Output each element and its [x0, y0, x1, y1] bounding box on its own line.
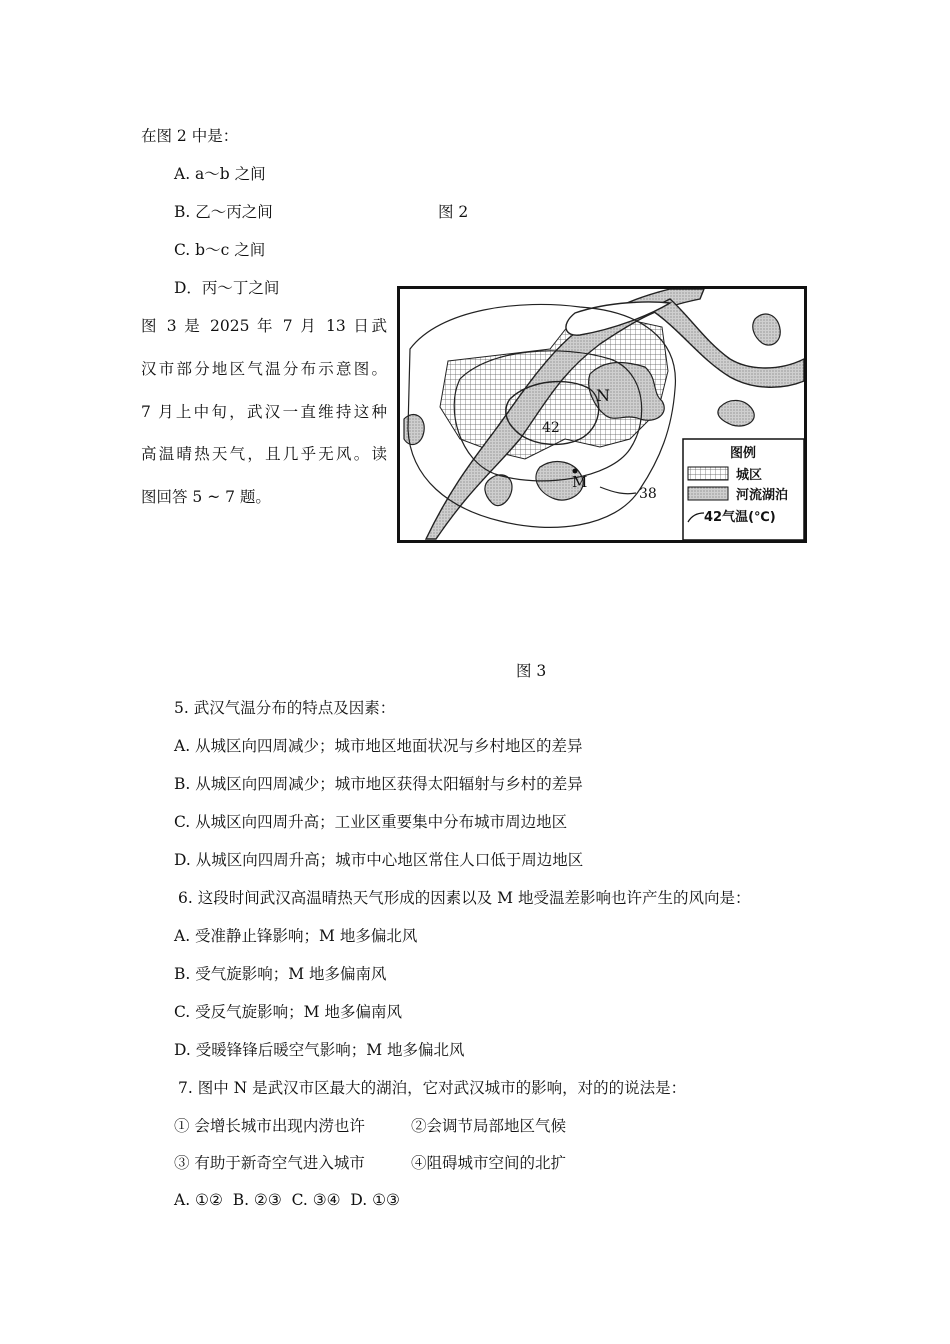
legend-water-label: 河流湖泊 [736, 488, 789, 503]
q6-stem: 6. 这段时间武汉高温晴热天气形成的因素以及 M 地受温差影响也许产生的风向是： [178, 889, 751, 907]
q6-option-d: D. 受暖锋锋后暖空气影响；M 地多偏北风 [174, 1041, 465, 1059]
river-yangtze-east [650, 299, 804, 387]
map-legend [683, 439, 804, 540]
q4-option-b: B. 乙～丙之间 [174, 203, 273, 221]
lake-southwest [485, 475, 512, 506]
q7-answer-choices: A. ①② B. ②③ C. ③④ D. ①③ [174, 1191, 400, 1209]
map-graphic [400, 289, 804, 540]
q4-option-d: D．丙～丁之间 [174, 279, 280, 297]
label-m: M [572, 473, 588, 491]
legend-title: 图例 [729, 446, 757, 461]
isotherm-38-leader [600, 487, 636, 494]
lake-east [718, 400, 754, 426]
legend-city-swatch [688, 467, 728, 480]
q5-option-c: C. 从城区向四周升高；工业区重要集中分布城市周边地区 [174, 813, 568, 831]
q7-statement-2: ②会调节局部地区气候 [411, 1117, 567, 1135]
figure-3-caption: 图 3 [516, 662, 547, 680]
q7-statement-3: ③ 有助于新奇空气进入城市 [174, 1154, 365, 1172]
intro-text: 在图 2 中是： [141, 127, 239, 145]
legend-isotherm-label: 42气温(℃) [704, 510, 776, 525]
lake-northeast [753, 314, 780, 345]
q7-statement-4: ④阻碍城市空间的北扩 [411, 1154, 567, 1172]
passage-line-2: 汉市部分地区气温分布示意图。 [141, 360, 387, 378]
passage-line-5: 图回答 5 ~ 7 题。 [141, 488, 271, 506]
passage-line-1: 图 3 是 2025 年 7 月 13 日武 [141, 317, 387, 335]
q6-option-c: C. 受反气旋影响；M 地多偏南风 [174, 1003, 402, 1021]
q4-option-c: C. b～c 之间 [174, 241, 266, 259]
q5-stem: 5. 武汉气温分布的特点及因素： [174, 699, 396, 717]
legend-city-label: 城区 [736, 468, 763, 483]
q7-stem: 7. 图中 N 是武汉市区最大的湖泊，它对武汉城市的影响，对的的说法是： [178, 1079, 687, 1097]
q7-statement-1: ① 会增长城市出现内涝也许 [174, 1117, 365, 1135]
label-42: 42 [542, 420, 560, 436]
passage-line-4: 高温晴热天气，且几乎无风。读 [141, 445, 387, 463]
q4-option-a: A. a～b 之间 [174, 165, 266, 183]
q5-option-d: D. 从城区向四周升高；城市中心地区常住人口低于周边地区 [174, 851, 584, 869]
figure-2-caption: 图 2 [438, 203, 469, 221]
legend-water-swatch [688, 487, 728, 500]
q5-option-a: A. 从城区向四周减少；城市地区地面状况与乡村地区的差异 [174, 737, 583, 755]
q6-option-a: A. 受准静止锋影响；M 地多偏北风 [174, 927, 418, 945]
lake-west [404, 415, 424, 445]
label-n: N [596, 386, 610, 405]
label-38: 38 [639, 486, 657, 502]
q5-option-b: B. 从城区向四周减少；城市地区获得太阳辐射与乡村的差异 [174, 775, 583, 793]
wuhan-temperature-map [397, 286, 807, 543]
q6-option-b: B. 受气旋影响；M 地多偏南风 [174, 965, 387, 983]
passage-line-3: 7 月上中旬，武汉一直维持这种 [141, 403, 387, 421]
